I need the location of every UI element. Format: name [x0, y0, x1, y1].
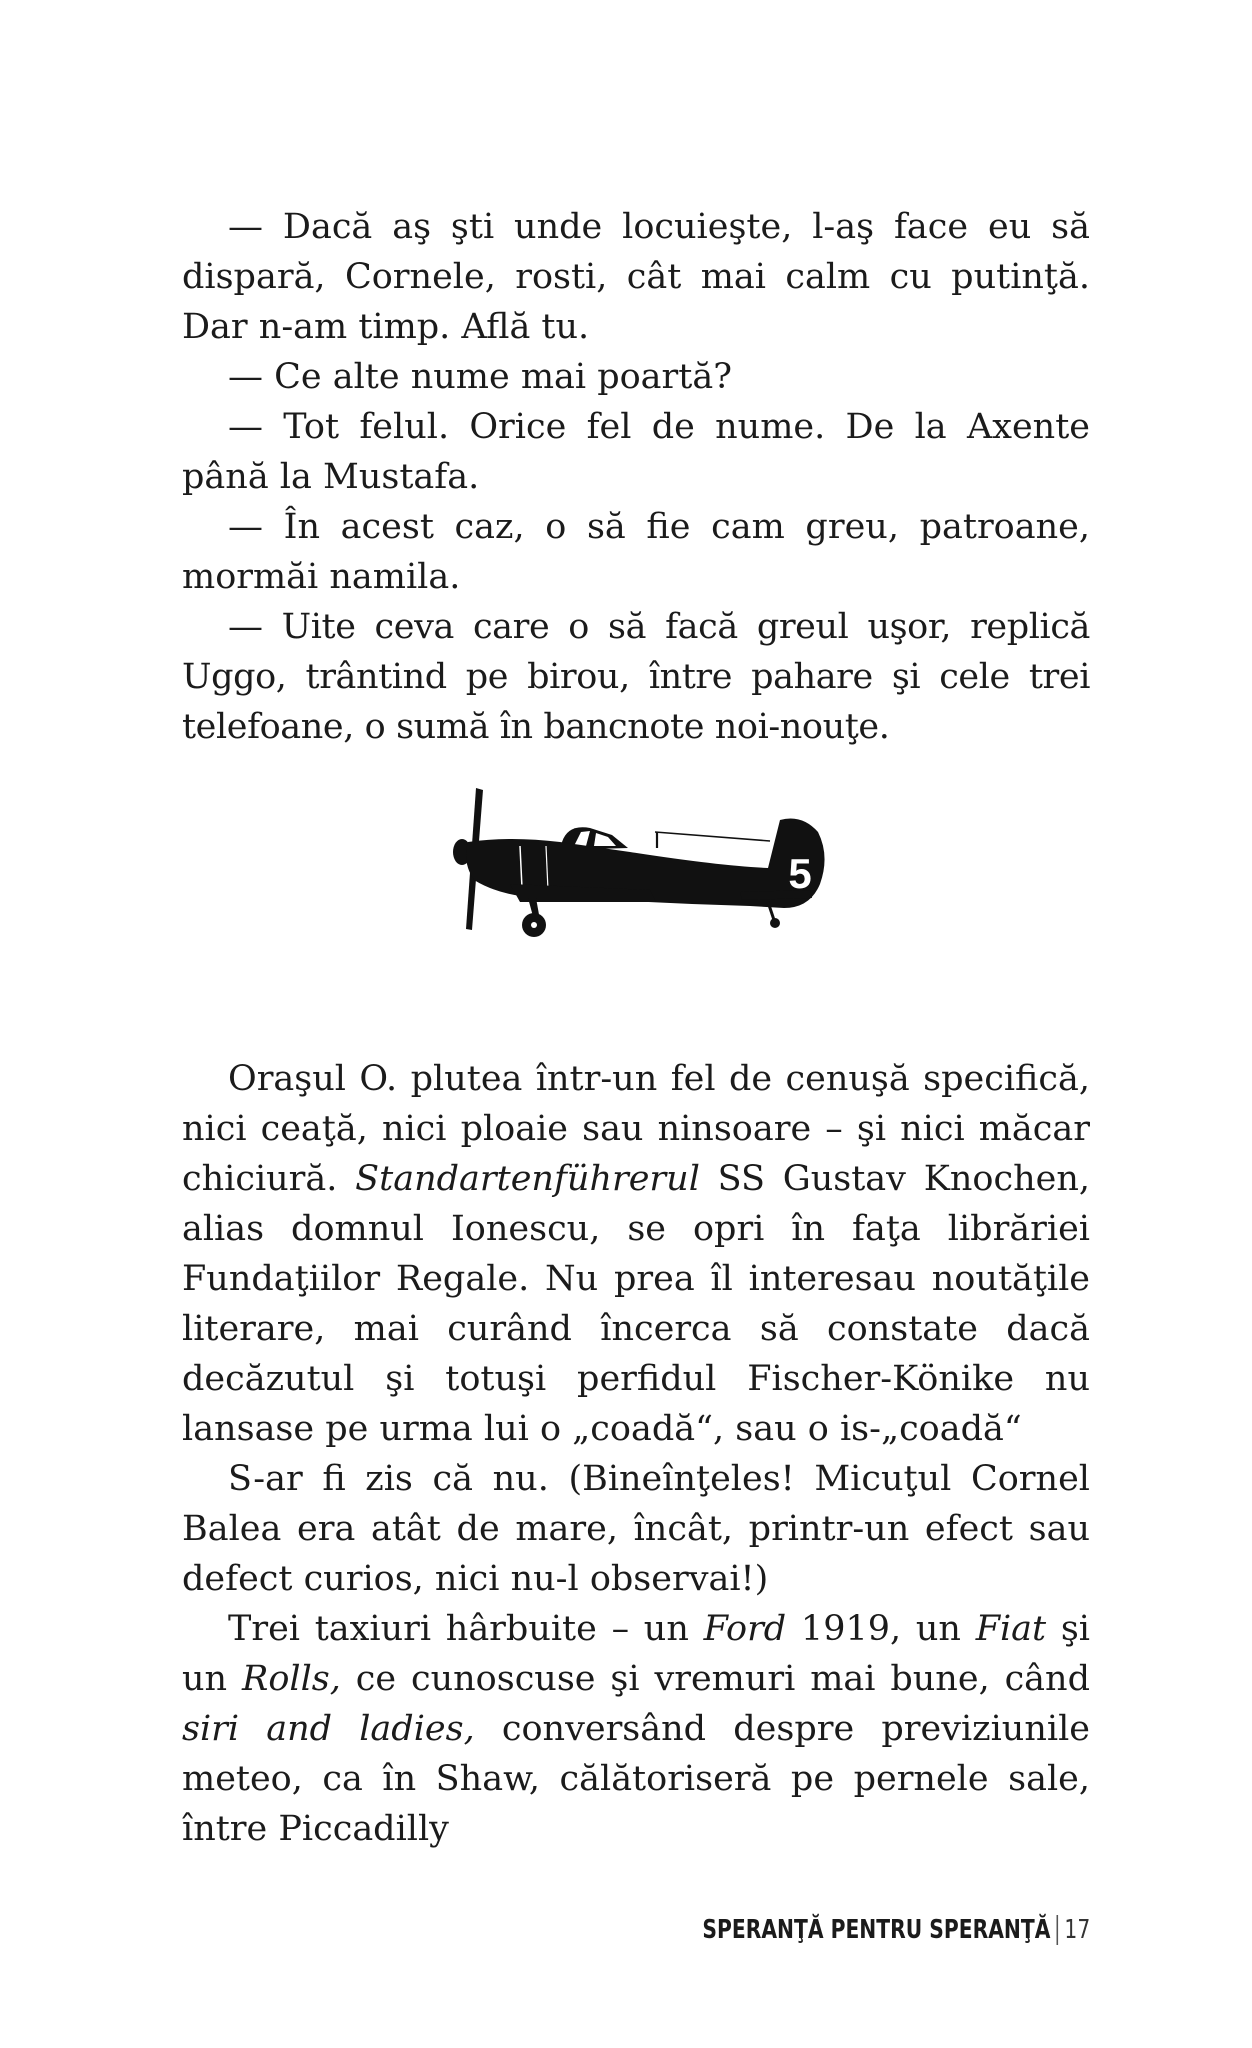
paragraph: Trei taxiuri hârbuite – un Ford 1919, un Fiat şi un Rolls, ce cunoscuse şi vremuri mai bune, când siri and ladies, conversând despre previziunile meteo, ca în Shaw, călătoriseră pe pernele sale, între Piccadilly — [182, 1609, 1090, 1849]
paragraph: — În acest caz, o să fie cam greu, patroane, mormăi namila. — [182, 507, 1090, 597]
dialogue-section — [182, 202, 1090, 752]
paragraph: — Uite ceva care o să facă greul uşor, replică Uggo, trântind pe birou, între pahare şi cele trei telefoane, o sumă în bancnote noi-nouţe. — [182, 607, 1090, 747]
tail-number: 5 — [788, 850, 812, 897]
paragraph: — Dacă aş şti unde locuieşte, l-aş face eu să dispară, Cornele, rosti, cât mai calm cu putinţă. Dar n-am timp. Află tu. — [182, 207, 1090, 347]
page-footer — [702, 1915, 1090, 1945]
paragraph: — Ce alte nume mai poartă? — [228, 357, 732, 397]
fighter-plane-icon — [450, 780, 830, 950]
paragraph: S-ar fi zis că nu. (Bineînţeles! Micuţul Cornel Balea era atât de mare, încât, printr-un efect sau defect curios, nici nu-l observai!) — [182, 1459, 1090, 1599]
page-number: 17 — [1064, 1915, 1090, 1945]
paragraph: — Tot felul. Orice fel de nume. De la Axente până la Mustafa. — [182, 407, 1090, 497]
paragraph: Oraşul O. plutea într-un fel de cenuşă specifică, nici ceaţă, nici ploaie sau ninsoare – şi nici măcar chiciură. Standartenführerul SS Gustav Knochen, alias domnul Ionescu, se opri în faţa librăriei Fundaţiilor Regale. Nu prea îl interesau noutăţile literare, mai curând încerca să constate dacă decăzutul şi totuşi perfidul Fischer-Könike nu lansase pe urma lui o „coadă“, sau o is-„coadă“ — [182, 1059, 1090, 1449]
narrative-section — [182, 1054, 1090, 1854]
footer-divider — [1056, 1915, 1058, 1945]
running-title: SPERANŢĂ PENTRU SPERANŢĂ — [702, 1915, 1051, 1945]
